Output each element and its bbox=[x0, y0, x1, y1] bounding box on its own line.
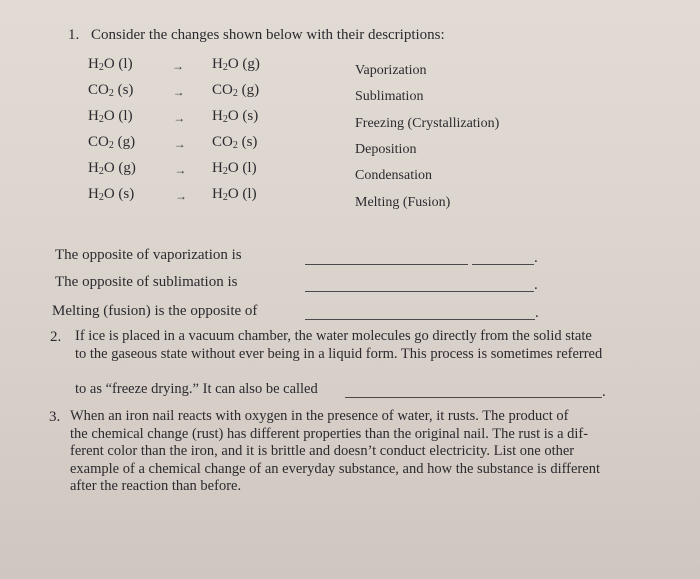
phase-change-description: Condensation bbox=[355, 168, 432, 184]
chemical-formula: $H_2O$ (g) bbox=[88, 160, 136, 177]
question-prompt: Consider the changes shown below with their descriptions: bbox=[91, 27, 445, 43]
answer-line bbox=[305, 291, 534, 292]
fill-in-sublimation bbox=[55, 274, 237, 291]
period: . bbox=[535, 305, 539, 321]
arrow-icon: → bbox=[175, 189, 187, 203]
text-line: ferent color than the iron, and it is brittle and doesn’t conduct electricity. List one other bbox=[70, 443, 575, 459]
phase-change-description: Vaporization bbox=[355, 63, 427, 78]
question-2-number: 2. bbox=[50, 329, 62, 345]
question-number: 1. bbox=[68, 27, 80, 43]
text-line: the chemical change (rust) has different properties than the original nail. The rust is a dif- bbox=[70, 425, 589, 442]
period: . bbox=[534, 250, 538, 266]
answer-line bbox=[345, 397, 602, 398]
text-line: to the gaseous state without ever being in a liquid form. This process is sometimes referred bbox=[75, 345, 603, 362]
fill-in-text: The opposite of vaporization is bbox=[55, 247, 242, 263]
question-3-number: 3. bbox=[49, 409, 61, 425]
period: . bbox=[534, 277, 538, 293]
period: . bbox=[602, 384, 606, 400]
chemical-formula: $H_2O$ (l) bbox=[212, 186, 257, 203]
question-3-text bbox=[70, 408, 600, 496]
phase-change-description: Melting (Fusion) bbox=[355, 194, 451, 210]
question-1-heading bbox=[68, 27, 445, 44]
text-line: If ice is placed in a vacuum chamber, the water molecules go directly from the solid state bbox=[75, 328, 592, 344]
text-line: after the reaction than before. bbox=[70, 478, 242, 494]
answer-line bbox=[305, 319, 535, 320]
phase-change-description: Freezing (Crystallization) bbox=[355, 115, 500, 131]
arrow-icon: → bbox=[172, 59, 184, 73]
question-2-last-line: to as “freeze drying.” It can also be called bbox=[75, 381, 318, 397]
arrow-icon: → bbox=[173, 137, 186, 151]
chemical-formula: $H_2O$ (g) bbox=[212, 56, 260, 73]
answer-line bbox=[305, 264, 468, 265]
chemical-formula: $CO_2$ (g) bbox=[88, 134, 136, 151]
arrow-icon: → bbox=[172, 85, 185, 99]
phase-change-description: Sublimation bbox=[355, 89, 424, 105]
chemical-formula: $CO_2$ (g) bbox=[212, 82, 260, 99]
chemical-formula: $CO_2$ (s) bbox=[88, 82, 134, 99]
arrow-icon: → bbox=[174, 163, 187, 177]
chemical-formula: $H_2O$ (l) bbox=[88, 108, 133, 125]
arrow-icon: → bbox=[173, 111, 186, 125]
chemical-formula: $H_2O$ (l) bbox=[88, 56, 133, 73]
question-2-text bbox=[75, 328, 602, 363]
phase-change-description: Deposition bbox=[355, 141, 417, 157]
answer-line bbox=[472, 264, 534, 265]
chemical-formula: $H_2O$ (l) bbox=[212, 160, 257, 177]
chemical-formula: $H_2O$ (s) bbox=[88, 186, 135, 203]
chemical-formula: $CO_2$ (s) bbox=[212, 134, 258, 151]
fill-in-text: Melting (fusion) is the opposite of bbox=[52, 303, 258, 319]
fill-in-melting bbox=[52, 303, 257, 320]
fill-in-vaporization bbox=[55, 247, 242, 264]
fill-in-text: The opposite of sublimation is bbox=[55, 274, 238, 290]
text-line: example of a chemical change of an everyday substance, and how the substance is different bbox=[70, 460, 600, 477]
text-line: When an iron nail reacts with oxygen in the presence of water, it rusts. The product of bbox=[70, 408, 569, 424]
chemical-formula: $H_2O$ (s) bbox=[212, 108, 259, 125]
